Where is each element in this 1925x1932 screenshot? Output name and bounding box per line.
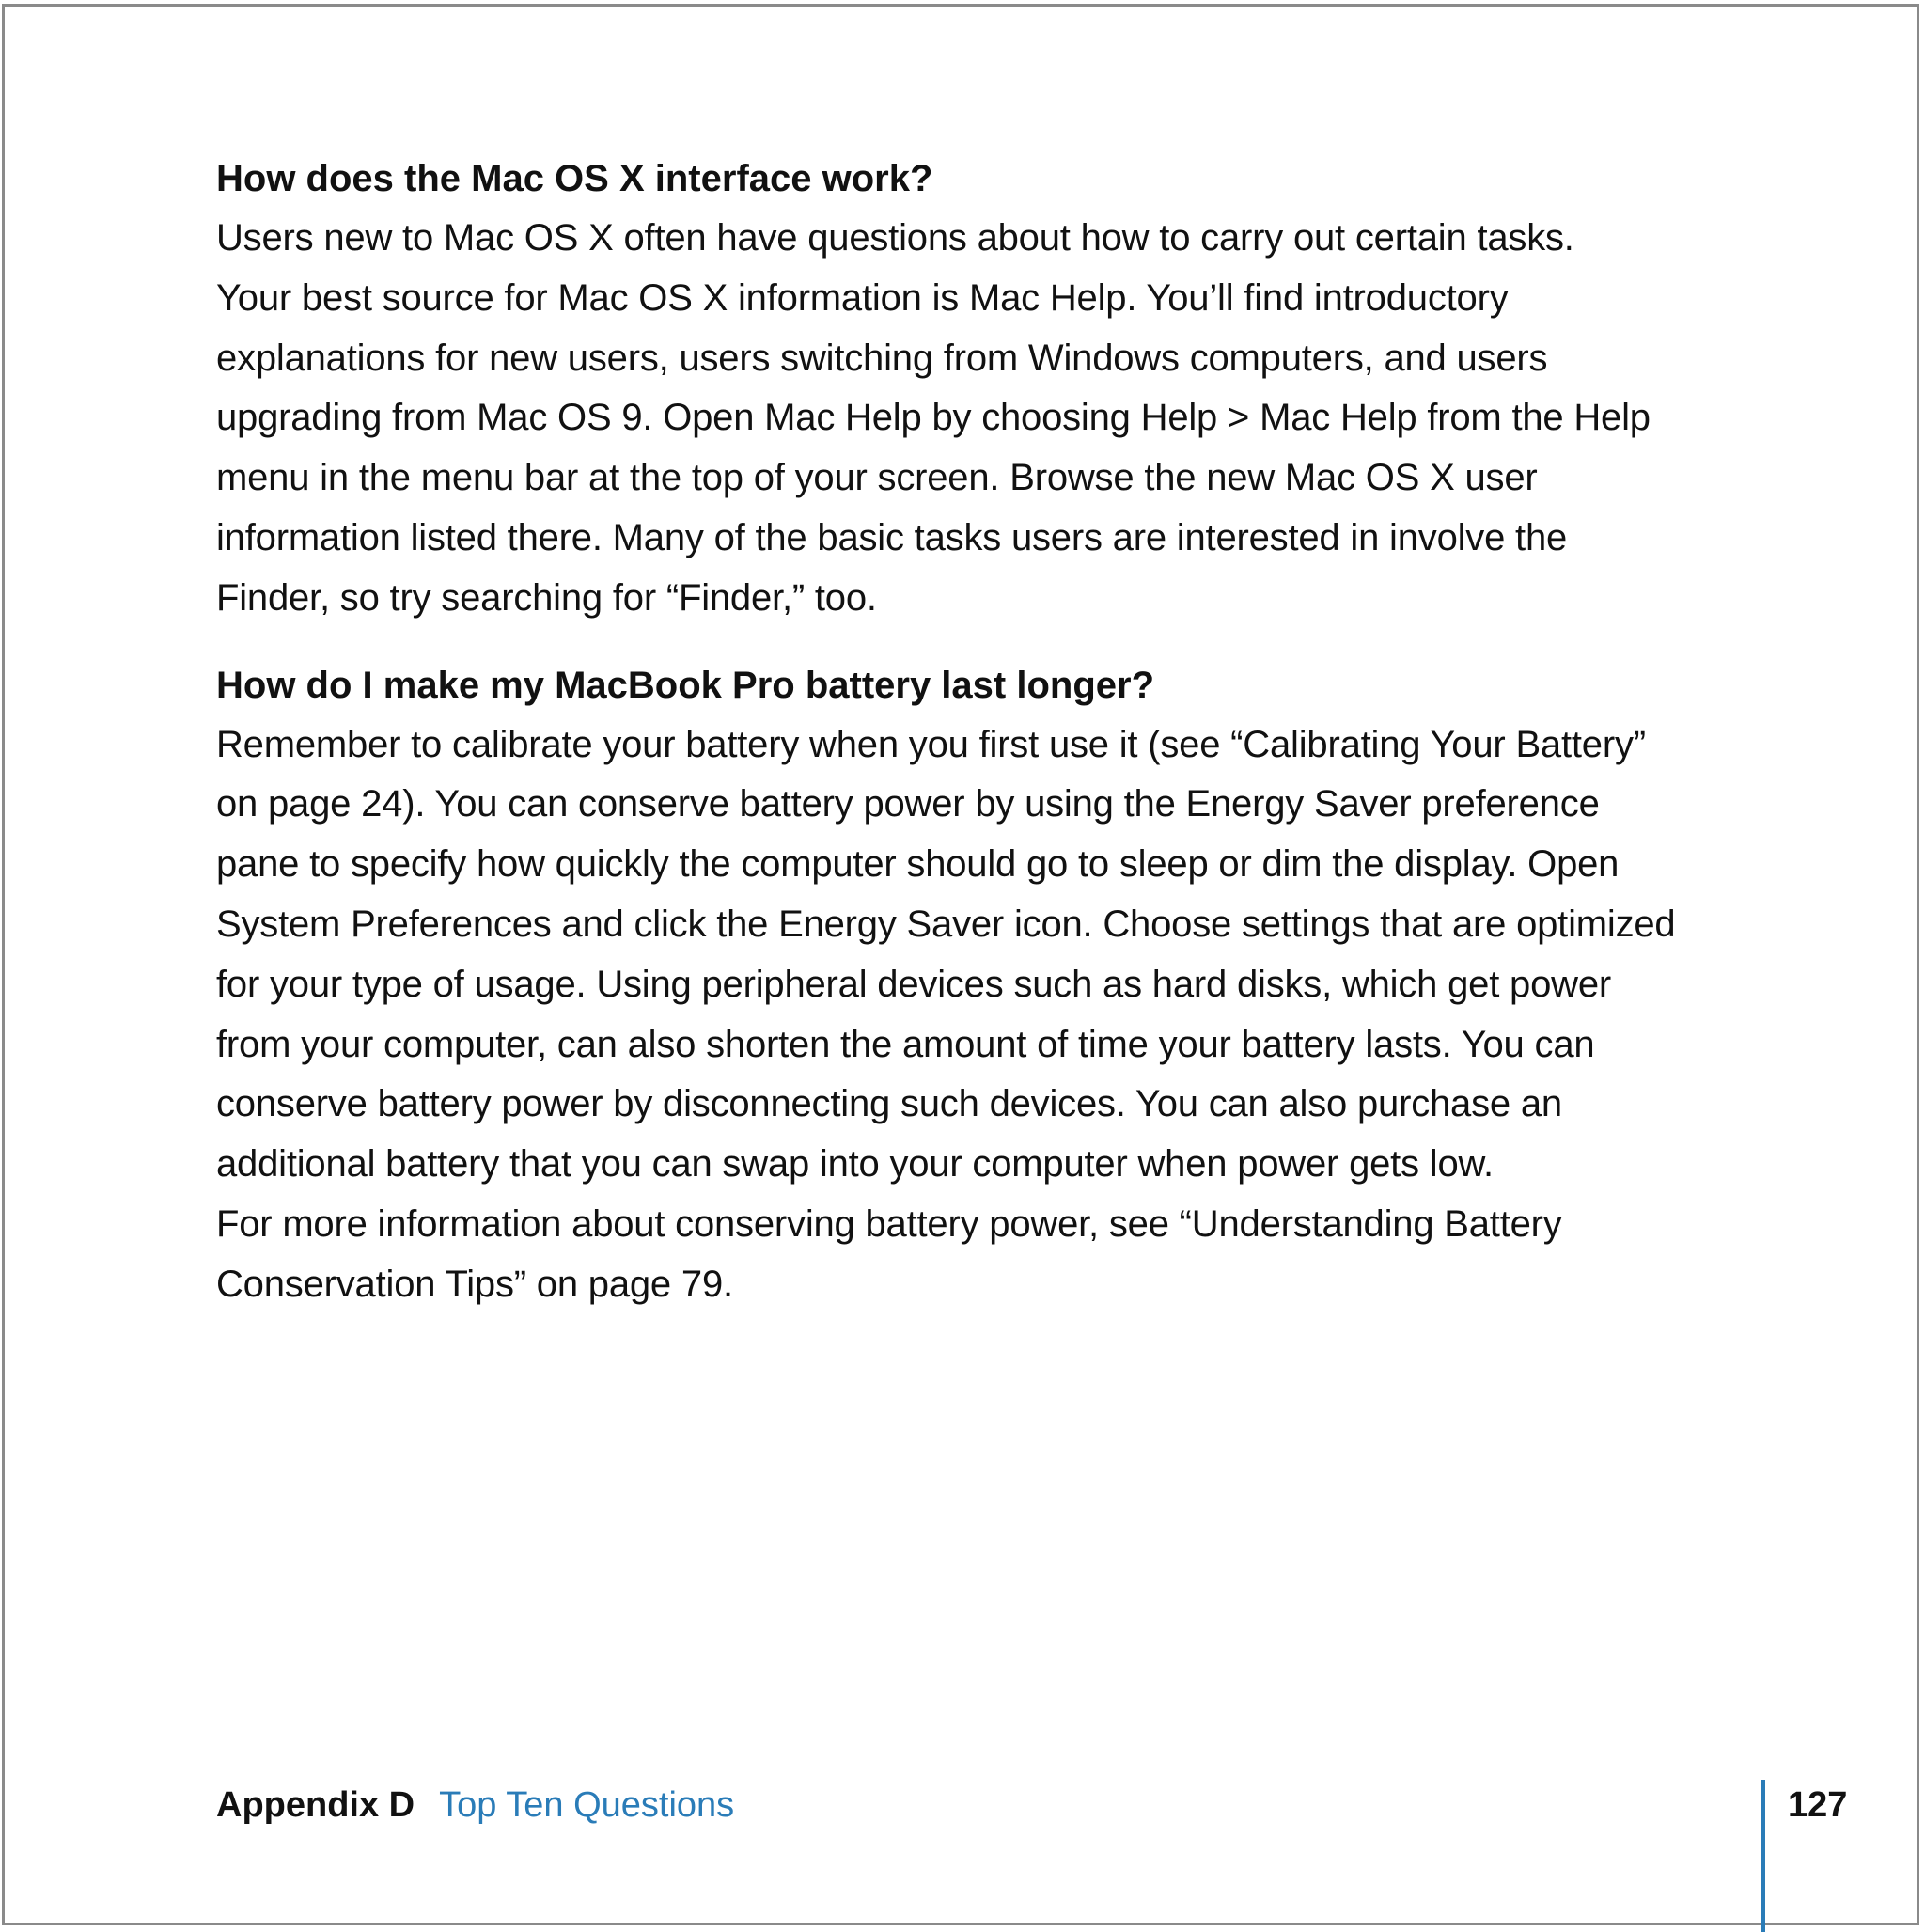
answer-line: upgrading from Mac OS 9. Open Mac Help by choosing Help > Mac Help from the Help — [216, 397, 1651, 439]
answer-line: For more information about conserving battery power, see “Understanding Battery — [216, 1202, 1562, 1245]
page-number: 127 — [1788, 1785, 1848, 1825]
answer-line: explanations for new users, users switching from Windows computers, and users — [216, 337, 1548, 379]
answer-line: menu in the menu bar at the top of your screen. Browse the new Mac OS X user — [216, 457, 1538, 499]
answer-line: Conservation Tips” on page 79. — [216, 1263, 733, 1305]
question-title: How do I make my MacBook Pro battery last longer? — [216, 664, 1155, 706]
answer-line: Your best source for Mac OS X information is Mac Help. You’ll find introductory — [216, 276, 1509, 319]
footer-chapter-title: Top Ten Questions — [439, 1785, 735, 1825]
answer-line: additional battery that you can swap into your computer when power gets low. — [216, 1143, 1494, 1186]
page-content — [216, 149, 1776, 1342]
answer-paragraph — [216, 715, 1776, 1315]
question-title: How does the Mac OS X interface work? — [216, 158, 933, 199]
answer-paragraph — [216, 209, 1776, 629]
answer-line: Remember to calibrate your battery when you first use it (see “Calibrating Your Battery” — [216, 723, 1646, 765]
page-footer — [216, 1779, 734, 1831]
answer-line: information listed there. Many of the basic tasks users are interested in involve the — [216, 516, 1568, 558]
faq-section-battery — [216, 655, 1776, 1315]
answer-line: System Preferences and click the Energy Saver icon. Choose settings that are optimized — [216, 903, 1676, 945]
footer-divider — [1761, 1780, 1765, 1932]
answer-line: on page 24). You can conserve battery power by using the Energy Saver preference — [216, 783, 1600, 825]
answer-line: for your type of usage. Using peripheral devices such as hard disks, which get power — [216, 963, 1611, 1005]
footer-appendix-label: Appendix D — [216, 1785, 415, 1825]
faq-section-interface — [216, 149, 1776, 629]
answer-line: from your computer, can also shorten the amount of time your battery lasts. You can — [216, 1023, 1595, 1065]
answer-line: conserve battery power by disconnecting such devices. You can also purchase an — [216, 1083, 1562, 1125]
answer-line: Finder, so try searching for “Finder,” too. — [216, 576, 877, 619]
answer-line: Users new to Mac OS X often have questions about how to carry out certain tasks. — [216, 217, 1574, 259]
answer-line: pane to specify how quickly the computer should go to sleep or dim the display. Open — [216, 843, 1620, 886]
